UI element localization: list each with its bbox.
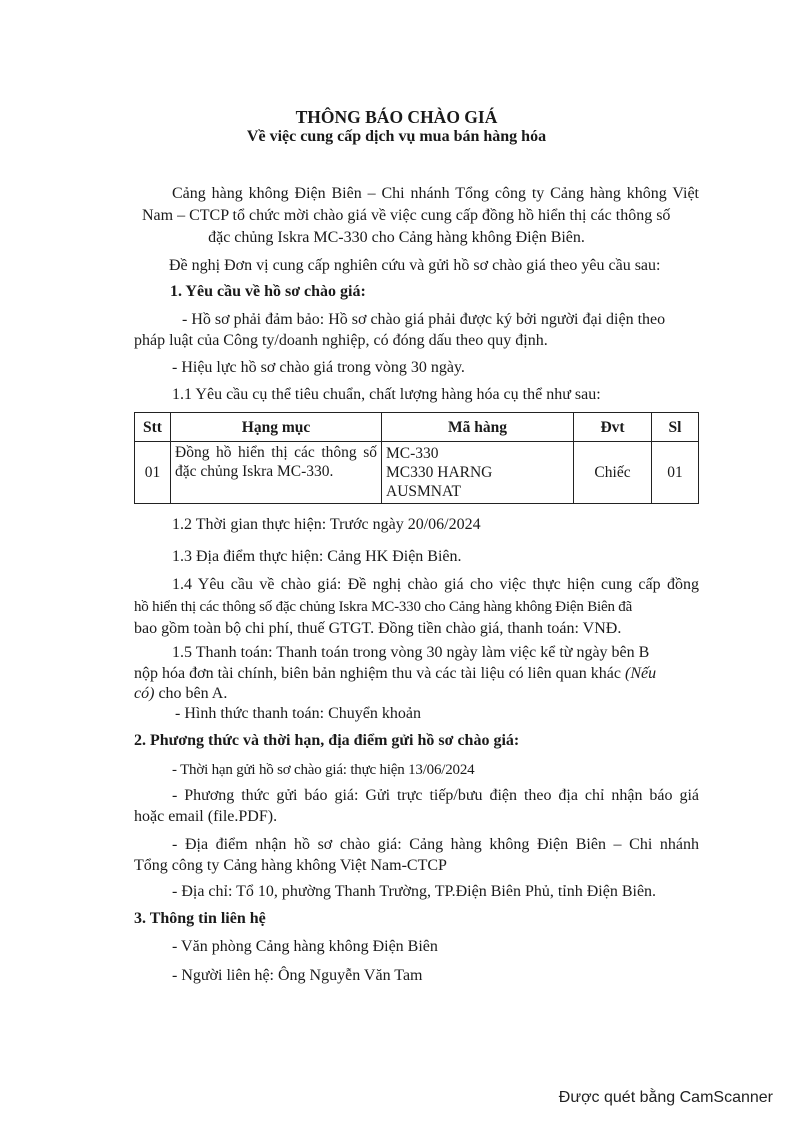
contact-person: - Người liên hệ: Ông Nguyễn Văn Tam <box>172 967 423 984</box>
sub-1-3: 1.3 Địa điểm thực hiện: Cảng HK Điện Biên. <box>172 548 462 565</box>
sub-1-4-line-1: 1.4 Yêu cầu về chào giá: Đề nghị chào giá cho việc thực hiện cung cấp đồng <box>172 576 699 593</box>
section-2-heading: 2. Phương thức và thời hạn, địa điểm gửi hồ sơ chào giá: <box>134 732 520 749</box>
col-header-dvt: Đvt <box>574 413 652 442</box>
intro-line-2: Nam – CTCP tổ chức mời chào giá về việc cung cấp đồng hồ hiển thị các thông số <box>142 207 671 224</box>
cell-sl: 01 <box>652 442 699 504</box>
submit-place-line-2: Tổng công ty Cảng hàng không Việt Nam-CTCP <box>134 857 447 874</box>
sub-1-5-line-3 <box>134 684 227 704</box>
sub-1-5-line-2 <box>134 664 656 684</box>
intro-line-1: Cảng hàng không Điện Biên – Chi nhánh Tổng công ty Cảng hàng không Việt <box>172 185 699 202</box>
payment-method: - Hình thức thanh toán: Chuyển khoản <box>175 705 421 722</box>
camscanner-watermark: Được quét bằng CamScanner <box>558 1089 773 1106</box>
submit-address: - Địa chỉ: Tổ 10, phường Thanh Trường, TP.Điện Biên Phủ, tỉnh Điện Biên. <box>172 883 657 900</box>
sub-1-2: 1.2 Thời gian thực hiện: Trước ngày 20/06/2024 <box>172 516 481 533</box>
sub-1-4-line-3: bao gồm toàn bộ chi phí, thuế GTGT. Đồng tiền chào giá, thanh toán: VNĐ. <box>134 620 622 637</box>
submit-method-line-1: - Phương thức gửi báo giá: Gửi trực tiếp/bưu điện theo địa chỉ nhận báo giá <box>172 787 699 804</box>
cell-stt: 01 <box>135 442 171 504</box>
sub-1-5-tail: cho bên A. <box>154 685 228 702</box>
col-header-hang-muc: Hạng mục <box>171 413 382 442</box>
sub-1-5-italic-note: (Nếu <box>624 665 657 682</box>
intro-line-3: đặc chủng Iskra MC-330 cho Cảng hàng không Điện Biên. <box>208 229 585 246</box>
sub-1-4-line-2: hồ hiển thị các thông số đặc chủng Iskra MC-330 cho Cảng hàng không Điện Biên đã <box>134 599 633 615</box>
req-1-line-1: - Hồ sơ phải đảm bảo: Hồ sơ chào giá phải được ký bởi người đại diện theo <box>182 311 666 328</box>
document-title: THÔNG BÁO CHÀO GIÁ <box>295 107 498 127</box>
contact-office: - Văn phòng Cảng hàng không Điện Biên <box>172 938 438 955</box>
sub-1-5-text: nộp hóa đơn tài chính, biên bản nghiệm thu và các tài liệu có liên quan khác <box>134 665 625 682</box>
table-row <box>135 442 699 504</box>
submit-place-line-1: - Địa điểm nhận hồ sơ chào giá: Cảng hàng không Điện Biên – Chi nhánh <box>172 836 699 853</box>
submit-method-line-2: hoặc email (file.PDF). <box>134 808 278 825</box>
cell-hang-muc: Đồng hồ hiển thị các thông số đặc chủng Iskra MC-330. <box>171 442 382 504</box>
submit-deadline: - Thời hạn gửi hồ sơ chào giá: thực hiện 13/06/2024 <box>172 762 475 778</box>
req-2: - Hiệu lực hồ sơ chào giá trong vòng 30 ngày. <box>172 359 465 376</box>
sub-1-1: 1.1 Yêu cầu cụ thể tiêu chuẩn, chất lượng hàng hóa cụ thể như sau: <box>172 386 601 403</box>
sub-1-5-line-1: 1.5 Thanh toán: Thanh toán trong vòng 30 ngày làm việc kể từ ngày bên B <box>172 644 650 661</box>
intro-request: Đề nghị Đơn vị cung cấp nghiên cứu và gửi hồ sơ chào giá theo yêu cầu sau: <box>169 257 661 274</box>
items-table <box>134 412 699 504</box>
ma-hang-line-1: MC-330 <box>386 445 439 462</box>
section-3-heading: 3. Thông tin liên hệ <box>134 910 266 927</box>
ma-hang-line-3: AUSMNAT <box>386 483 461 500</box>
sub-1-5-italic-note-end: có) <box>134 685 155 702</box>
col-header-stt: Stt <box>135 413 171 442</box>
table-header-row <box>135 413 699 442</box>
document-subtitle: Về việc cung cấp dịch vụ mua bán hàng hóa <box>246 128 547 145</box>
col-header-sl: Sl <box>652 413 699 442</box>
req-1-line-2: pháp luật của Công ty/doanh nghiệp, có đóng dấu theo quy định. <box>134 332 548 349</box>
cell-ma-hang <box>382 442 574 504</box>
cell-dvt: Chiếc <box>574 442 652 504</box>
section-1-heading: 1. Yêu cầu về hồ sơ chào giá: <box>170 283 366 300</box>
ma-hang-line-2: MC330 HARNG <box>386 464 493 481</box>
col-header-ma-hang: Mã hàng <box>382 413 574 442</box>
